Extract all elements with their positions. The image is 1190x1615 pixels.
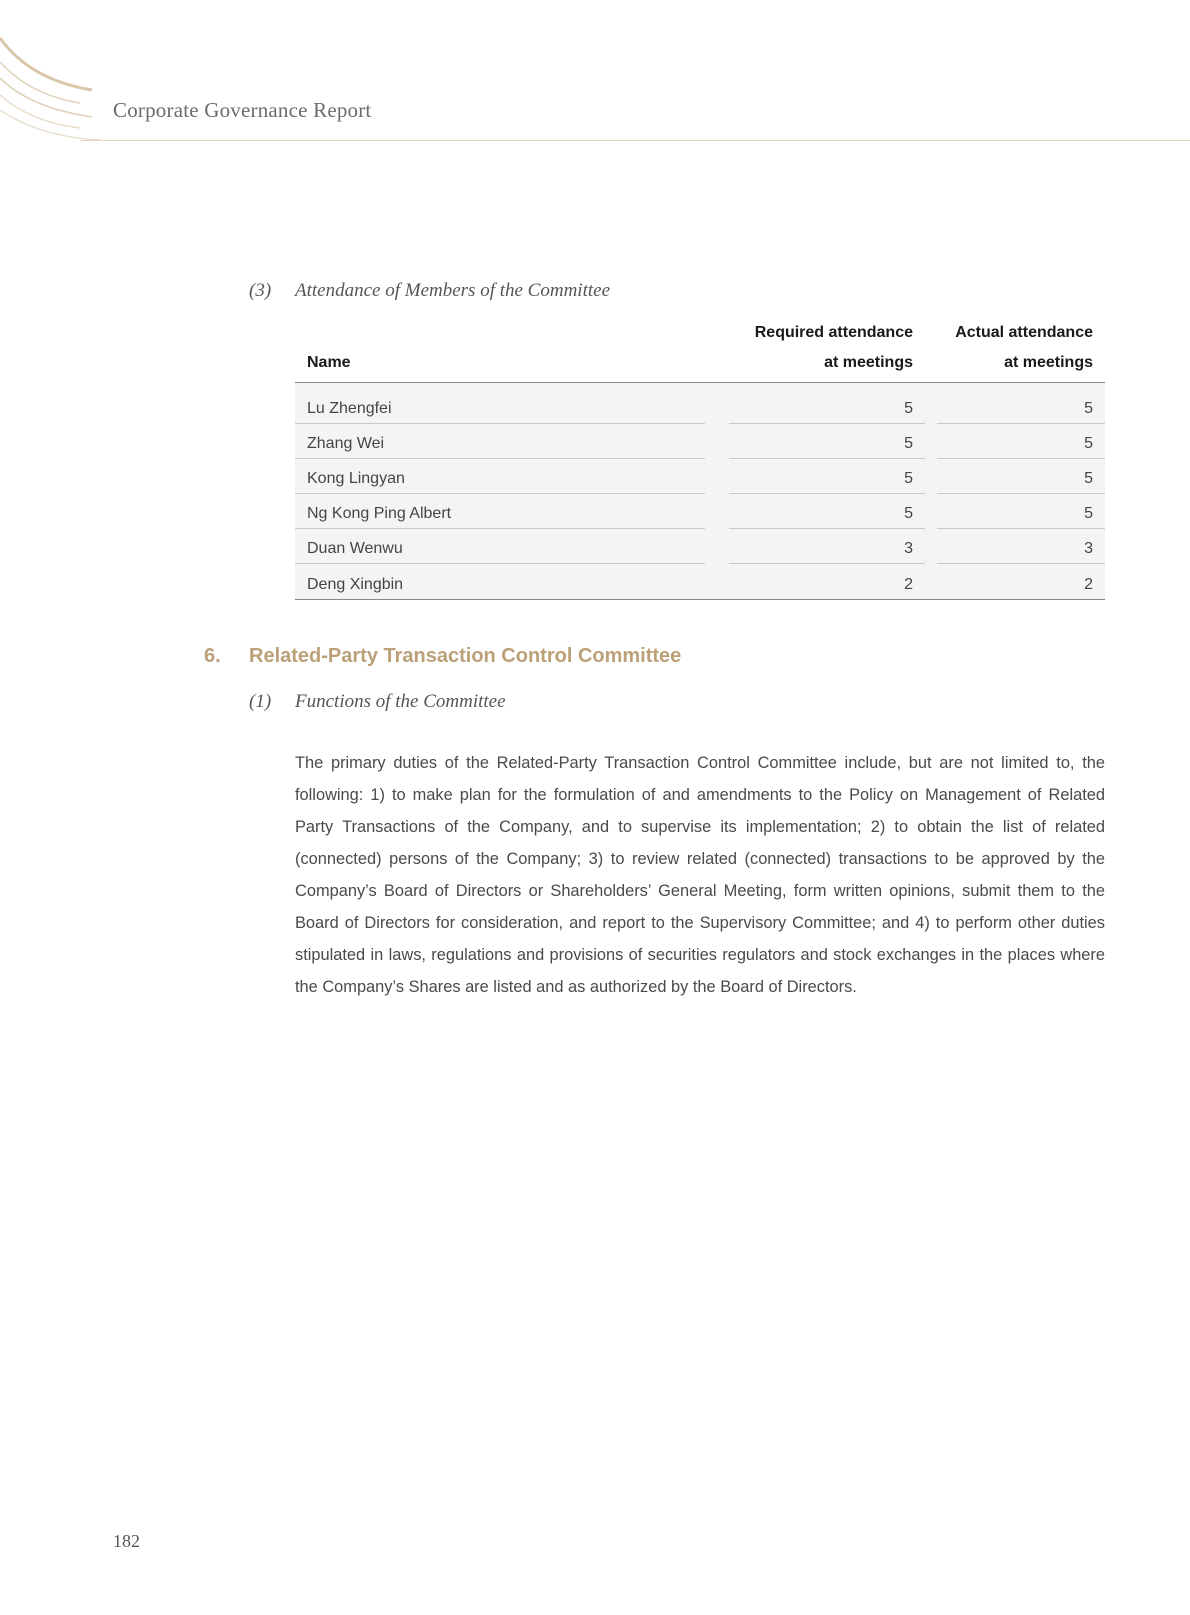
attendance-subheading-number: (3) — [249, 280, 272, 301]
attendance-table-header — [295, 318, 1105, 383]
functions-subheading-number: (1) — [249, 691, 272, 712]
actual-attendance: 3 — [937, 536, 1105, 564]
table-row — [295, 383, 1105, 424]
column-header-required — [717, 318, 925, 383]
table-row — [295, 424, 1105, 459]
header-divider — [80, 140, 1190, 141]
required-attendance: 5 — [729, 396, 925, 424]
required-attendance: 5 — [729, 431, 925, 459]
member-name: Zhang Wei — [295, 431, 705, 459]
table-row — [295, 459, 1105, 494]
column-header-actual-line1: Actual attendance — [955, 324, 1093, 341]
actual-attendance: 5 — [937, 396, 1105, 424]
section-6-title: Related-Party Transaction Control Committee — [249, 645, 682, 667]
member-name: Deng Xingbin — [307, 576, 404, 593]
section-6-number: 6. — [204, 645, 221, 667]
member-name: Duan Wenwu — [295, 536, 705, 564]
actual-attendance: 5 — [937, 466, 1105, 494]
report-header-title: Corporate Governance Report — [113, 98, 372, 122]
table-row — [295, 494, 1105, 529]
actual-attendance: 2 — [1084, 576, 1093, 593]
table-row — [295, 529, 1105, 564]
required-attendance: 5 — [729, 466, 925, 494]
attendance-subheading-title: Attendance of Members of the Committee — [295, 280, 611, 301]
required-attendance: 3 — [729, 536, 925, 564]
header-decorative-arcs-icon — [0, 0, 100, 150]
column-header-required-line2: at meetings — [824, 354, 913, 371]
functions-subheading-title: Functions of the Committee — [295, 691, 506, 712]
column-header-actual-line2: at meetings — [1004, 354, 1093, 371]
column-header-actual — [925, 318, 1105, 383]
member-name: Kong Lingyan — [295, 466, 705, 494]
member-name: Ng Kong Ping Albert — [295, 501, 705, 529]
page-number: 182 — [113, 1531, 140, 1551]
functions-body-paragraph: The primary duties of the Related-Party Transaction Control Committee include, but are not limited to, the following: 1) to make plan for the formulation of and amendments to the Policy on Management of Related Party Transactions of the Company, and to supervise its implementation; 2) to obtain the list of related (connected) persons of the Company; 3) to review related (connected) transactions to be approved by the Company’s Board of Directors or Shareholders’ General Meeting, form written opinions, submit them to the Board of Directors for consideration, and report to the Supervisory Committee; and 4) to perform other duties stipulated in laws, regulations and provisions of securities regulators and stock exchanges in the places where the Company’s Shares are listed and as authorized by the Board of Directors. — [295, 754, 1105, 997]
column-header-name: Name — [295, 318, 717, 383]
actual-attendance: 5 — [937, 431, 1105, 459]
actual-attendance: 5 — [937, 501, 1105, 529]
column-header-required-line1: Required attendance — [754, 324, 913, 341]
member-name: Lu Zhengfei — [295, 396, 705, 424]
attendance-table — [295, 318, 1105, 600]
required-attendance: 5 — [729, 501, 925, 529]
required-attendance: 2 — [904, 576, 913, 593]
table-row — [295, 564, 1105, 600]
